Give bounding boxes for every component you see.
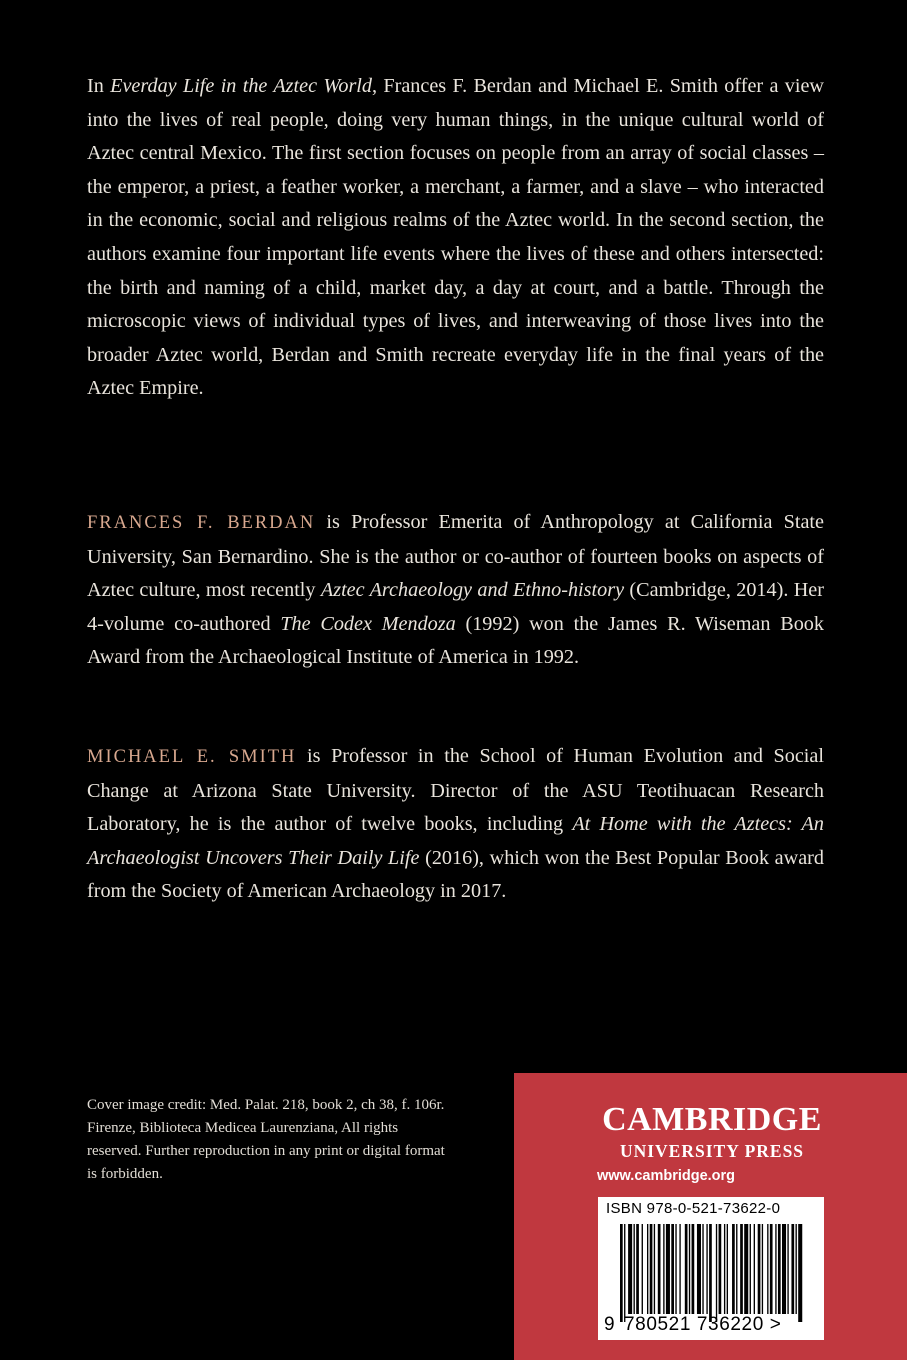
barcode-bar [740, 1224, 743, 1314]
barcode-bar [671, 1224, 674, 1314]
publisher-panel [514, 1073, 907, 1360]
publisher-logo-subtitle: UNIVERSITY PRESS [619, 1141, 805, 1161]
barcode-bar [750, 1224, 751, 1314]
barcode-bar [624, 1224, 625, 1322]
cover-image-credit: Cover image credit: Med. Palat. 218, book 2, ch 38, f. 106r. Firenze, Biblioteca Medicea Laurenziana, All rights reserved. Further reproduction in any print or digital format is forbidden. [87, 1097, 445, 1182]
barcode-bar [744, 1224, 748, 1314]
isbn-label: ISBN 978-0-521-73622-0 [606, 1200, 781, 1217]
barcode-bar [782, 1224, 786, 1314]
bio-text: (2016), which won the Best Popular Book award from the Society of American Archaeology in 2017. [87, 846, 824, 903]
barcode-bar [778, 1224, 781, 1314]
barcode-bar [770, 1224, 773, 1314]
barcode-bar [697, 1224, 701, 1314]
barcode-bar [692, 1224, 695, 1314]
barcode-bar [679, 1224, 680, 1314]
author-bio-smith [87, 740, 824, 909]
barcode-bar [724, 1224, 725, 1314]
barcode-bar [675, 1224, 676, 1314]
barcode-bar [796, 1224, 797, 1314]
barcode-bar [732, 1224, 735, 1314]
barcode-bar [775, 1224, 776, 1314]
barcode-bar [767, 1224, 768, 1314]
isbn-barcode [598, 1197, 824, 1340]
barcode-bar [689, 1224, 690, 1314]
barcode-bar [762, 1224, 763, 1314]
author-name: MICHAEL E. SMITH [87, 747, 297, 767]
barcode-bar [716, 1224, 717, 1322]
barcode-bar [758, 1224, 761, 1314]
blurb-intro: In [87, 75, 111, 97]
barcode-bar [719, 1224, 722, 1314]
barcode-bar [736, 1224, 737, 1314]
barcode-bar [787, 1224, 788, 1314]
book-description [87, 70, 824, 406]
author-bio-berdan [87, 506, 824, 675]
barcode-bar [798, 1224, 802, 1322]
barcode-bar [709, 1224, 712, 1322]
bio-text: (Cambridge, 2014). Her 4-volume co-authored [87, 579, 824, 635]
barcode-bar [727, 1224, 728, 1314]
barcode-bar [791, 1224, 794, 1314]
barcode-bar [647, 1224, 648, 1314]
book-title: The Codex Mendoza [280, 612, 456, 635]
barcode-bar [642, 1224, 643, 1314]
author-name: FRANCES F. BERDAN [87, 513, 316, 533]
barcode-first-digit: 9 [604, 1314, 616, 1335]
bio-text: is Professor in the School of Human Evolution and Social Change at Arizona State University. Director of the ASU Teotihuacan Research Laboratory, he is the author of twelve books, including [87, 745, 824, 836]
barcode-bar [685, 1224, 688, 1314]
barcode-bar [636, 1224, 639, 1314]
barcode-bar [706, 1224, 707, 1314]
barcode-bar [620, 1224, 623, 1322]
barcode-bar [666, 1224, 670, 1314]
barcode-bar [650, 1224, 653, 1314]
bio-text: is Professor Emerita of Anthropology at California State University, San Bernardino. She is the author or co-author of fourteen books on aspects of Aztec culture, most recently [87, 511, 824, 602]
barcode-bar [628, 1224, 632, 1314]
bio-text: (1992) won the James R. Wiseman Book Award from the Archaeological Institute of America in 1992. [87, 612, 824, 669]
barcode-bar [658, 1224, 661, 1314]
barcode-bar [654, 1224, 655, 1314]
publisher-url: www.cambridge.org [597, 1168, 736, 1184]
barcode-digits: 780521 736220 > [624, 1314, 782, 1335]
barcode-bar [702, 1224, 703, 1314]
barcode-bar [634, 1224, 635, 1314]
book-title: Aztec Archaeology and Ethno-history [320, 579, 625, 602]
barcode-bar [663, 1224, 664, 1314]
book-title: At Home with the Aztecs: An Archaeologist Uncovers Their Daily Life [87, 813, 824, 869]
barcode-bar [754, 1224, 755, 1314]
blurb-text: , Frances F. Berdan and Michael E. Smith offer a view into the lives of real people, doing very human things, in the unique cultural world of Aztec central Mexico. The first section focuses on people from an array of social classes – the emperor, a priest, a feather worker, a merchant, a farmer, and a slave – who interacted in the economic, social and religious realms of the Aztec world. In the second section, the authors examine four important life events where the lives of these and others intersected: the birth and naming of a child, market day, a day at court, and a battle. Through the microscopic views of individual types of lives, and interweaving of those lives into the broader Aztec world, Berdan and Smith recreate everyday life in the final years of the Aztec Empire. [87, 75, 824, 400]
book-title: Everday Life in the Aztec World [110, 75, 372, 97]
publisher-logo-name: CAMBRIDGE [602, 1101, 822, 1138]
